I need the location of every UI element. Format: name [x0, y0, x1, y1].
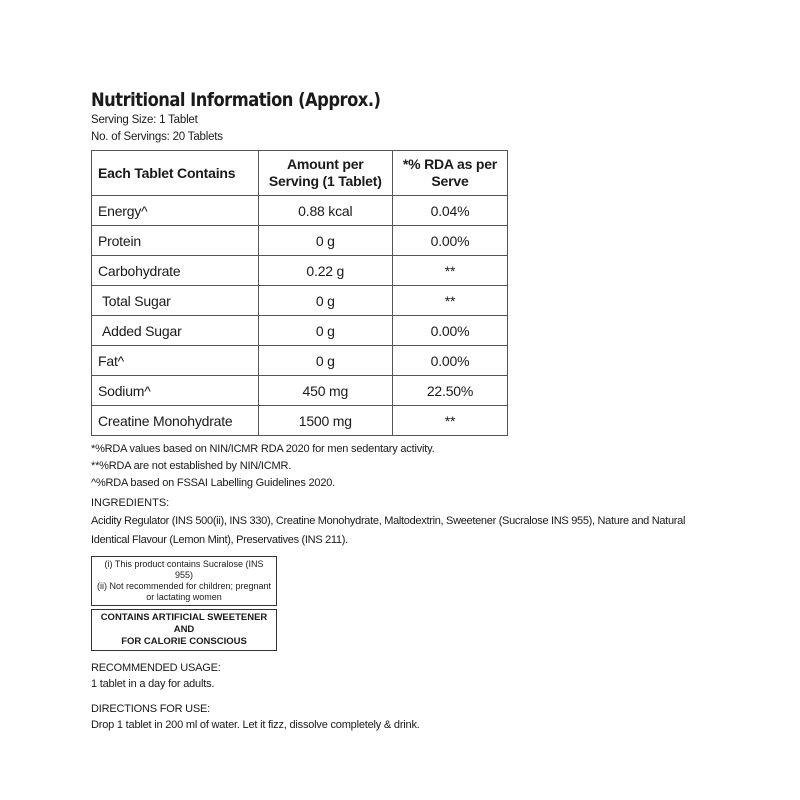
- nutrient-name: Carbohydrate: [92, 256, 259, 286]
- usage-heading: RECOMMENDED USAGE:: [91, 662, 221, 674]
- nutrient-rda: 0.00%: [392, 346, 507, 376]
- page-title: Nutritional Information (Approx.): [91, 89, 381, 111]
- footnote: *%RDA values based on NIN/ICMR RDA 2020 for men sedentary activity.: [91, 443, 435, 455]
- table-row: [92, 256, 508, 286]
- table-row: [92, 376, 508, 406]
- footnote: **%RDA are not established by NIN/ICMR.: [91, 460, 292, 472]
- servings-count: No. of Servings: 20 Tablets: [91, 131, 223, 143]
- nutrient-name: Energy^: [92, 196, 259, 226]
- nutrition-table: [91, 150, 508, 436]
- recommended-usage: [91, 660, 731, 692]
- footnote: ^%RDA based on FSSAI Labelling Guidelines 2020.: [91, 477, 336, 489]
- nutrient-name: Added Sugar: [92, 316, 259, 346]
- nutrient-rda: 0.00%: [392, 316, 507, 346]
- nutrient-name: Protein: [92, 226, 259, 256]
- directions: [91, 701, 731, 733]
- nutrient-amount: 0.22 g: [258, 256, 392, 286]
- sweetener-box: [91, 609, 277, 651]
- sweetener-line: FOR CALORIE CONSCIOUS: [121, 636, 247, 647]
- nutrient-amount: 1500 mg: [258, 406, 392, 436]
- nutrient-amount: 450 mg: [258, 376, 392, 406]
- nutrient-amount: 0 g: [258, 286, 392, 316]
- nutrient-rda: **: [392, 286, 507, 316]
- nutrient-amount: 0 g: [258, 316, 392, 346]
- ingredients-heading: INGREDIENTS:: [91, 497, 170, 509]
- nutrient-rda: 22.50%: [392, 376, 507, 406]
- nutrient-amount: 0 g: [258, 226, 392, 256]
- nutrient-name: Total Sugar: [92, 286, 259, 316]
- table-row: [92, 196, 508, 226]
- sweetener-line: CONTAINS ARTIFICIAL SWEETENER AND: [100, 612, 268, 635]
- serving-size: Serving Size: 1 Tablet: [91, 114, 198, 126]
- nutrient-name: Sodium^: [92, 376, 259, 406]
- table-header-row: [92, 151, 508, 196]
- nutrient-rda: **: [392, 256, 507, 286]
- header-amount: Amount per Serving (1 Tablet): [258, 151, 392, 196]
- warning-box: [91, 556, 277, 606]
- table-row: [92, 286, 508, 316]
- table-row: [92, 346, 508, 376]
- header-each-tablet: Each Tablet Contains: [92, 151, 259, 196]
- footnotes: [91, 441, 731, 492]
- warning-line: (i) This product contains Sucralose (INS 955): [104, 559, 264, 580]
- nutrition-label: [91, 88, 731, 733]
- header-rda: *% RDA as per Serve: [392, 151, 507, 196]
- usage-text: 1 tablet in a day for adults.: [91, 678, 215, 690]
- table-row: [92, 226, 508, 256]
- nutrient-amount: 0.88 kcal: [258, 196, 392, 226]
- nutrient-amount: 0 g: [258, 346, 392, 376]
- nutrient-rda: 0.00%: [392, 226, 507, 256]
- warning-line: (ii) Not recommended for children; pregnant or lactating women: [96, 581, 272, 602]
- nutrient-name: Creatine Monohydrate: [92, 406, 259, 436]
- nutrient-rda: 0.04%: [392, 196, 507, 226]
- directions-heading: DIRECTIONS FOR USE:: [91, 703, 211, 715]
- directions-text: Drop 1 tablet in 200 ml of water. Let it fizz, dissolve completely & drink.: [91, 719, 420, 731]
- nutrient-name: Fat^: [92, 346, 259, 376]
- table-row: [92, 316, 508, 346]
- nutrient-rda: **: [392, 406, 507, 436]
- table-row: [92, 406, 508, 436]
- ingredients-text: Acidity Regulator (INS 500(ii), INS 330), Creatine Monohydrate, Maltodextrin, Sweetener (Sucralose INS 955), Nature and Natural Identical Flavour (Lemon Mint), Preservatives (INS 211).: [91, 515, 686, 546]
